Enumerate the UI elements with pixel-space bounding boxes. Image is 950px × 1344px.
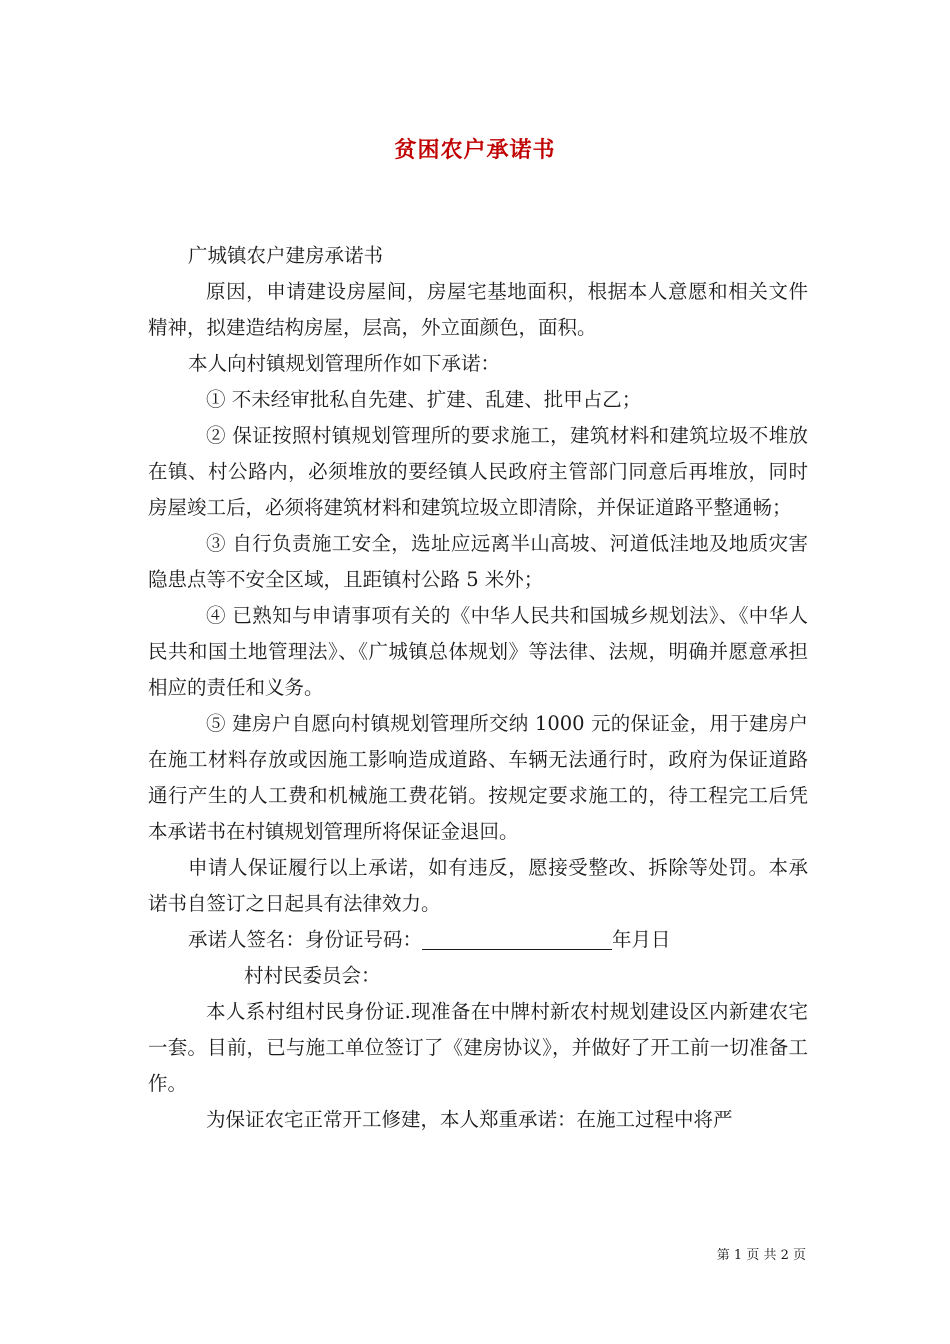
paragraph: 原因，申请建设房屋间，房屋宅基地面积，根据本人意愿和相关文件精神，拟建造结构房屋，层高，外立面颜色，面积。 (148, 280, 808, 339)
date-label: 年月日 (612, 928, 671, 951)
signature-line (148, 922, 808, 958)
paragraph: 为保证农宅正常开工修建，本人郑重承诺：在施工过程中将严 (206, 1108, 733, 1131)
list-item: ③ 自行负责施工安全，选址应远离半山高坡、河道低洼地及地质灾害隐患点等不安全区域，且距镇村公路 5 米外； (148, 532, 808, 591)
document-title: 贫困农户承诺书 (394, 137, 556, 163)
signature-label: 承诺人签名：身份证号码： (188, 928, 423, 951)
signature-blank (422, 927, 612, 950)
list-item: ① 不未经审批私自先建、扩建、乱建、批甲占乙； (206, 388, 642, 411)
paragraph-heading: 广城镇农户建房承诺书 (188, 244, 384, 267)
document-body (148, 238, 808, 1138)
committee-addressee: 村村民委员会： (244, 964, 381, 987)
list-item: ④ 已熟知与申请事项有关的《中华人民共和国城乡规划法》、《中华人民共和国土地管理法》、《广城镇总体规划》等法律、法规，明确并愿意承担相应的责任和义务。 (148, 604, 808, 699)
page-number: 第 1 页 共 2 页 (716, 1248, 806, 1263)
paragraph: 本人系村组村民身份证.现准备在中牌村新农村规划建设区内新建农宅一套。目前，已与施工单位签订了《建房协议》，并做好了开工前一切准备工作。 (148, 1000, 808, 1095)
paragraph: 本人向村镇规划管理所作如下承诺： (188, 352, 501, 375)
list-item: ② 保证按照村镇规划管理所的要求施工，建筑材料和建筑垃圾不堆放在镇、村公路内，必须堆放的要经镇人民政府主管部门同意后再堆放，同时房屋竣工后，必须将建筑材料和建筑垃圾立即清除，并保证道路平整通畅； (148, 424, 808, 519)
list-item: ⑤ 建房户自愿向村镇规划管理所交纳 1000 元的保证金，用于建房户在施工材料存放或因施工影响造成道路、车辆无法通行时，政府为保证道路通行产生的人工费和机械施工费花销。按规定要求施工的，待工程完工后凭本承诺书在村镇规划管理所将保证金退回。 (148, 712, 808, 843)
paragraph: 申请人保证履行以上承诺，如有违反，愿接受整改、拆除等处罚。本承诺书自签订之日起具有法律效力。 (148, 856, 808, 915)
